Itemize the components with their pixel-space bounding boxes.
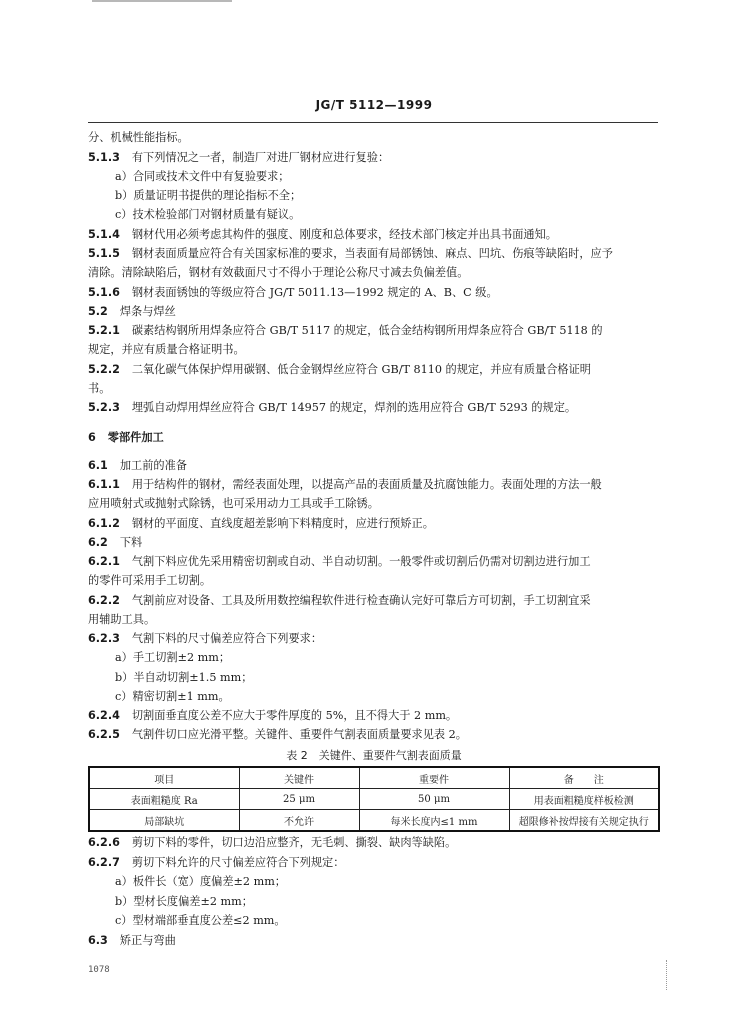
clause-text: 用于结构件的钢材，需经表面处理，以提高产品的表面质量及抗腐蚀能力。表面处理的方法一般	[131, 478, 602, 491]
text-line	[88, 342, 658, 358]
text-line	[115, 913, 658, 929]
clause-number: 5.2.3	[88, 401, 120, 414]
text-line	[88, 323, 658, 339]
clause-number: 6.1.2	[88, 517, 120, 530]
clause-text: c）型材端部垂直度公差≤2 mm。	[115, 914, 286, 927]
table-row	[89, 810, 659, 832]
table-row	[89, 789, 659, 810]
clause-number: 6.2.3	[88, 632, 120, 645]
text-line	[88, 516, 658, 532]
text-line	[88, 458, 658, 474]
text-line	[88, 246, 658, 262]
text-line	[115, 169, 658, 185]
table-cell: 用表面粗糙度样板检测	[509, 789, 659, 810]
table-header-cell: 备 注	[509, 767, 659, 789]
table-cell: 表面粗糙度 Ra	[89, 789, 239, 810]
clause-text: b）型材长度偏差±2 mm；	[115, 895, 253, 908]
scan-edge-dots	[666, 960, 669, 990]
clause-text: 气割件切口应光滑平整。关键件、重要件气割表面质量要求见表 2。	[131, 728, 467, 741]
clause-text: 气割下料应优先采用精密切割或自动、半自动切割。一般零件或切割后仍需对切割边进行加工	[131, 555, 591, 568]
clause-text: a）合同或技术文件中有复验要求；	[115, 170, 290, 183]
text-line	[88, 554, 658, 570]
text-line	[115, 689, 658, 705]
text-line	[88, 573, 658, 589]
clause-number: 5.1.6	[88, 286, 120, 299]
clause-text: 气割前应对设备、工具及所用数控编程软件进行检查确认完好可靠后方可切割，手工切割宜采	[131, 594, 591, 607]
text-line	[88, 130, 658, 146]
header-rule	[88, 122, 658, 123]
table-header-cell: 关键件	[239, 767, 359, 789]
clause-text: 钢材的平面度、直线度超差影响下料精度时，应进行预矫正。	[131, 517, 434, 530]
clause-text: 气割下料的尺寸偏差应符合下列要求：	[131, 632, 323, 645]
table-header-cell: 重要件	[359, 767, 509, 789]
clause-text: 书。	[88, 382, 111, 395]
text-line	[88, 631, 658, 647]
clause-number: 6.1	[88, 459, 108, 472]
clause-number: 5.2	[88, 305, 108, 318]
clause-text: 切割面垂直度公差不应大于零件厚度的 5%，且不得大于 2 mm。	[131, 709, 458, 722]
clause-text: 用辅助工具。	[88, 613, 156, 626]
clause-text: 焊条与焊丝	[119, 305, 176, 318]
clause-text: c）技术检验部门对钢材质量有疑议。	[115, 208, 301, 221]
clause-number: 5.1.5	[88, 247, 120, 260]
text-line	[88, 612, 658, 628]
text-line	[88, 477, 658, 493]
quality-table	[88, 766, 660, 832]
clause-number: 5.1.4	[88, 228, 120, 241]
clause-text: 碳素结构钢所用焊条应符合 GB/T 5117 的规定，低合金结构钢所用焊条应符合 GB/T 5118 的	[131, 324, 603, 337]
clause-number: 6.2.5	[88, 728, 120, 741]
text-line	[88, 430, 658, 446]
clause-text: 规定，并应有质量合格证明书。	[88, 343, 245, 356]
clause-text: 剪切下料的零件，切口边沿应整齐，无毛刺、撕裂、缺肉等缺陷。	[131, 836, 457, 849]
clause-text: 剪切下料允许的尺寸偏差应符合下列规定：	[131, 856, 345, 869]
text-line	[115, 188, 658, 204]
text-line	[88, 265, 658, 281]
table-cell: 50 μm	[359, 789, 509, 810]
clause-number: 6.3	[88, 934, 108, 947]
clause-text: 下料	[119, 536, 143, 549]
table-cell: 每米长度内≤1 mm	[359, 810, 509, 832]
table-caption: 表 2 关键件、重要件气割表面质量	[286, 749, 462, 762]
scan-artifact-mark	[92, 0, 232, 2]
text-line	[88, 304, 658, 320]
clause-number: 6	[88, 431, 96, 444]
clause-number: 5.2.2	[88, 363, 120, 376]
text-line	[88, 400, 658, 416]
clause-text: 矫正与弯曲	[119, 934, 176, 947]
text-line	[88, 727, 658, 743]
clause-text: 加工前的准备	[119, 459, 187, 472]
text-line	[115, 650, 658, 666]
text-line	[88, 496, 658, 512]
clause-text: b）半自动切割±1.5 mm；	[115, 671, 253, 684]
clause-number: 6.2.6	[88, 836, 120, 849]
clause-text: 埋弧自动焊用焊丝应符合 GB/T 14957 的规定，焊剂的选用应符合 GB/T 5293 的规定。	[131, 401, 577, 414]
clause-text: 钢材表面锈蚀的等级应符合 JG/T 5011.13—1992 规定的 A、B、C 级。	[131, 286, 498, 299]
clause-text: 钢材代用必须考虑其构件的强度、刚度和总体要求，经技术部门核定并出具书面通知。	[131, 228, 557, 241]
page-number: 1078	[88, 965, 110, 975]
clause-number: 6.2.7	[88, 856, 120, 869]
text-line	[88, 362, 658, 378]
clause-text: c）精密切割±1 mm。	[115, 690, 230, 703]
text-line	[88, 708, 658, 724]
text-line	[115, 670, 658, 686]
text-line	[88, 593, 658, 609]
page-header: JG/T 5112—1999	[315, 98, 433, 112]
table-cell: 超限修补按焊接有关规定执行	[509, 810, 659, 832]
clause-text: 的零件可采用手工切割。	[88, 574, 212, 587]
text-line	[115, 894, 658, 910]
clause-number: 5.2.1	[88, 324, 120, 337]
table-cell: 25 μm	[239, 789, 359, 810]
table-cell: 不允许	[239, 810, 359, 832]
clause-text: 零部件加工	[107, 431, 164, 444]
text-line	[115, 874, 658, 890]
clause-text: a）板件长（宽）度偏差±2 mm；	[115, 875, 286, 888]
table-cell: 局部缺坑	[89, 810, 239, 832]
text-line	[88, 285, 658, 301]
clause-text: 应用喷射式或抛射式除锈，也可采用动力工具或手工除锈。	[88, 497, 379, 510]
clause-text: a）手工切割±2 mm；	[115, 651, 231, 664]
text-line	[88, 855, 658, 871]
clause-text: 有下列情况之一者，制造厂对进厂钢材应进行复验：	[131, 151, 390, 164]
clause-number: 6.2	[88, 536, 108, 549]
clause-number: 6.1.1	[88, 478, 120, 491]
clause-text: b）质量证明书提供的理论指标不全；	[115, 189, 302, 202]
clause-text: 分、机械性能指标。	[88, 131, 189, 144]
text-line	[88, 381, 658, 397]
table-header-row	[89, 767, 659, 789]
table-header-cell: 项目	[89, 767, 239, 789]
clause-number: 6.2.4	[88, 709, 120, 722]
text-line	[88, 835, 658, 851]
clause-text: 二氧化碳气体保护焊用碳钢、低合金钢焊丝应符合 GB/T 8110 的规定，并应有质量合格证明	[131, 363, 591, 376]
clause-text: 钢材表面质量应符合有关国家标准的要求，当表面有局部锈蚀、麻点、凹坑、伤痕等缺陷时，应予	[131, 247, 613, 260]
text-line	[115, 207, 658, 223]
text-line	[88, 535, 658, 551]
clause-number: 5.1.3	[88, 151, 120, 164]
clause-number: 6.2.2	[88, 594, 120, 607]
clause-number: 6.2.1	[88, 555, 120, 568]
text-line	[88, 933, 658, 949]
text-line	[88, 227, 658, 243]
text-line	[88, 150, 658, 166]
clause-text: 清除。清除缺陷后，钢材有效截面尺寸不得小于理论公称尺寸减去负偏差值。	[88, 266, 469, 279]
